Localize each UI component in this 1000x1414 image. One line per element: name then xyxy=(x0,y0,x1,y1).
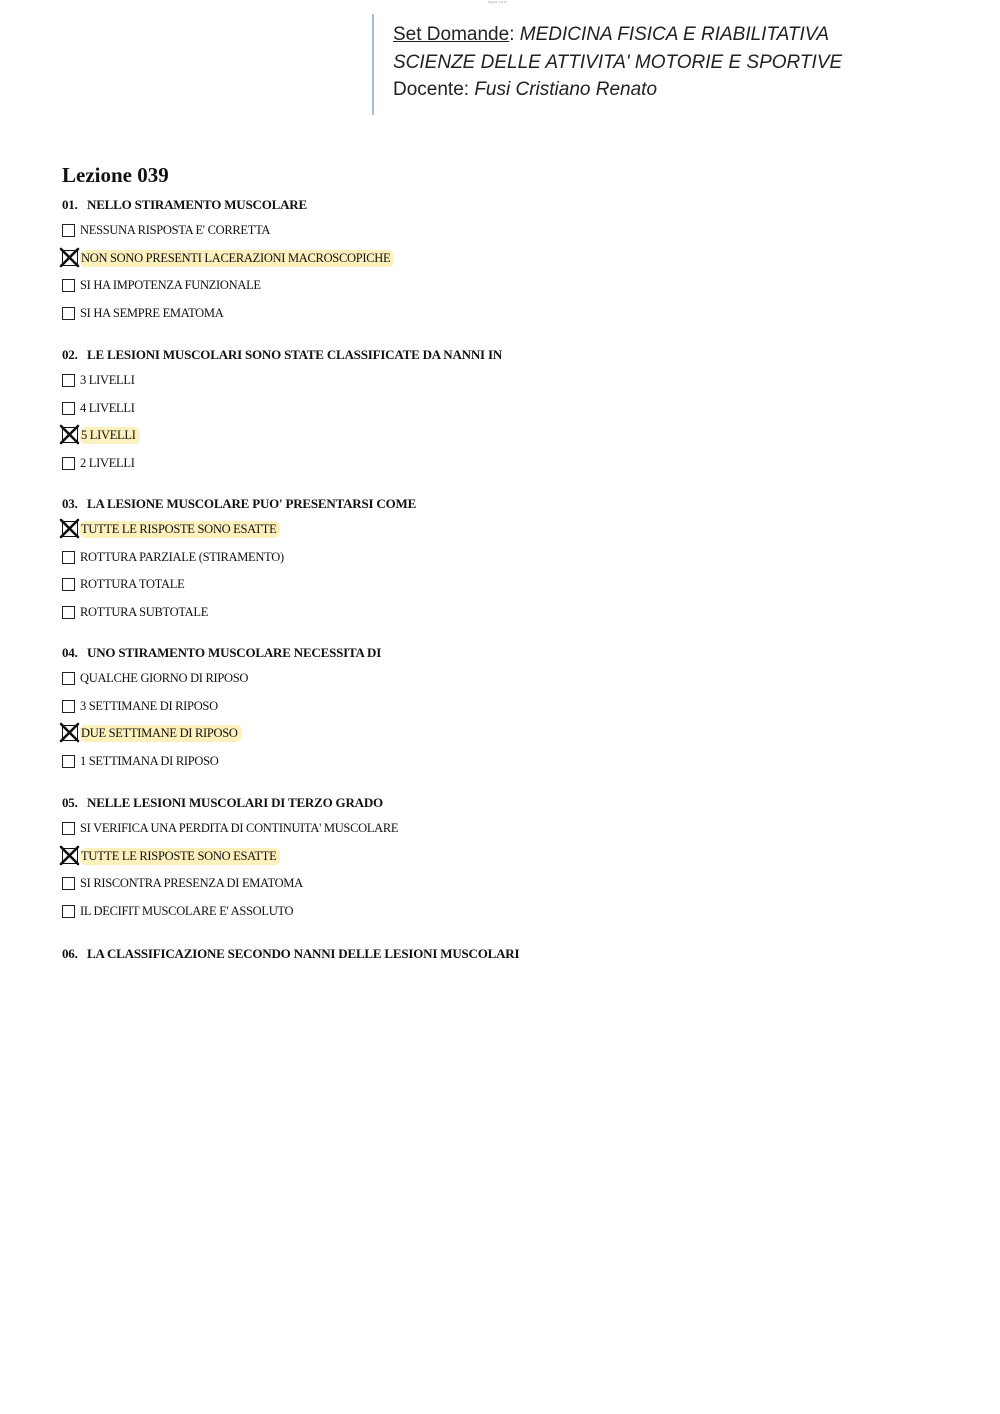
question-text: NELLE LESIONI MUSCOLARI DI TERZO GRADO xyxy=(87,795,383,810)
answer-option[interactable] xyxy=(62,549,284,565)
question-number: 04. xyxy=(62,645,78,660)
checkbox-icon[interactable] xyxy=(62,578,75,591)
checkbox-icon[interactable] xyxy=(62,374,75,387)
checkbox-icon[interactable] xyxy=(62,551,75,564)
question-title xyxy=(62,946,519,962)
answer-option[interactable] xyxy=(62,400,135,416)
answer-option-label: ROTTURA SUBTOTALE xyxy=(80,604,209,619)
checkbox-icon[interactable] xyxy=(62,402,75,415)
answer-option-label: QUALCHE GIORNO DI RIPOSO xyxy=(80,670,249,685)
answer-option[interactable] xyxy=(62,576,184,592)
answer-option-label-selected: DUE SETTIMANE DI RIPOSO xyxy=(80,725,242,742)
question-text: NELLO STIRAMENTO MUSCOLARE xyxy=(87,197,307,212)
cross-mark-icon xyxy=(59,722,80,743)
answer-option-label: 4 LIVELLI xyxy=(80,400,135,415)
question-number: 05. xyxy=(62,795,78,810)
teacher-line xyxy=(393,76,842,104)
answer-option[interactable] xyxy=(62,753,219,769)
question-text: LA LESIONE MUSCOLARE PUO' PRESENTARSI COME xyxy=(87,496,417,511)
answer-option[interactable] xyxy=(62,427,140,443)
checkbox-icon[interactable] xyxy=(62,755,75,768)
checkbox-checked-icon[interactable] xyxy=(62,848,78,864)
question-title xyxy=(62,197,307,213)
question-number: 02. xyxy=(62,347,78,362)
question-title xyxy=(62,496,416,512)
answer-option-label: ROTTURA TOTALE xyxy=(80,576,185,591)
question-text: LE LESIONI MUSCOLARI SONO STATE CLASSIFICATE DA NANNI IN xyxy=(87,347,503,362)
course-line-2 xyxy=(393,49,842,77)
answer-option-label: NESSUNA RISPOSTA E' CORRETTA xyxy=(80,222,271,237)
checkbox-icon[interactable] xyxy=(62,606,75,619)
checkbox-icon[interactable] xyxy=(62,672,75,685)
checkbox-icon[interactable] xyxy=(62,457,75,470)
answer-option[interactable] xyxy=(62,903,293,919)
checkbox-icon[interactable] xyxy=(62,905,75,918)
question-title xyxy=(62,347,502,363)
course-header xyxy=(372,14,842,115)
answer-option-label: SI HA SEMPRE EMATOMA xyxy=(80,305,224,320)
page-indicator: Pagina 1 di 10 xyxy=(488,0,508,4)
checkbox-checked-icon[interactable] xyxy=(62,250,78,266)
cross-mark-icon xyxy=(59,845,80,866)
answer-option-label: 3 SETTIMANE DI RIPOSO xyxy=(80,698,218,713)
answer-option-label: 1 SETTIMANA DI RIPOSO xyxy=(80,753,219,768)
checkbox-icon[interactable] xyxy=(62,224,75,237)
question-title xyxy=(62,795,383,811)
checkbox-icon[interactable] xyxy=(62,279,75,292)
answer-option-label-selected: TUTTE LE RISPOSTE SONO ESATTE xyxy=(80,521,280,538)
answer-option[interactable] xyxy=(62,820,398,836)
answer-option-label: 3 LIVELLI xyxy=(80,372,135,387)
checkbox-checked-icon[interactable] xyxy=(62,427,78,443)
answer-option-label: 2 LIVELLI xyxy=(80,455,135,470)
answer-option[interactable] xyxy=(62,670,248,686)
answer-option[interactable] xyxy=(62,698,218,714)
question-number: 03. xyxy=(62,496,78,511)
answer-option[interactable] xyxy=(62,848,280,864)
answer-option-label: SI HA IMPOTENZA FUNZIONALE xyxy=(80,277,261,292)
lesson-title: Lezione 039 xyxy=(62,163,169,187)
answer-option-label: ROTTURA PARZIALE (STIRAMENTO) xyxy=(80,549,284,564)
set-domande-label: Set Domande xyxy=(393,24,510,45)
answer-option[interactable] xyxy=(62,875,303,891)
checkbox-icon[interactable] xyxy=(62,822,75,835)
course-name-line-1: MEDICINA FISICA E RIABILITATIVA xyxy=(519,24,830,45)
checkbox-checked-icon[interactable] xyxy=(62,521,78,537)
cross-mark-icon xyxy=(59,424,80,445)
answer-option-label: SI VERIFICA UNA PERDITA DI CONTINUITA' MUSCOLARE xyxy=(80,820,399,835)
cross-mark-icon xyxy=(59,518,80,539)
docente-label: Docente: xyxy=(393,79,470,100)
question-number: 01. xyxy=(62,197,78,212)
course-name-line-2: SCIENZE DELLE ATTIVITA' MOTORIE E SPORTIVE xyxy=(393,51,843,73)
question-number: 06. xyxy=(62,946,78,961)
answer-option[interactable] xyxy=(62,521,280,537)
checkbox-checked-icon[interactable] xyxy=(62,725,78,741)
question-text: LA CLASSIFICAZIONE SECONDO NANNI DELLE LESIONI MUSCOLARI xyxy=(87,946,520,961)
cross-mark-icon xyxy=(59,247,80,268)
checkbox-icon[interactable] xyxy=(62,877,75,890)
answer-option[interactable] xyxy=(62,725,242,741)
checkbox-icon[interactable] xyxy=(62,700,75,713)
answer-option[interactable] xyxy=(62,372,135,388)
answer-option[interactable] xyxy=(62,250,394,266)
answer-option[interactable] xyxy=(62,277,261,293)
answer-option-label-selected: TUTTE LE RISPOSTE SONO ESATTE xyxy=(80,848,280,865)
answer-option[interactable] xyxy=(62,455,135,471)
answer-option-label: IL DECIFIT MUSCOLARE E' ASSOLUTO xyxy=(80,903,294,918)
answer-option[interactable] xyxy=(62,305,223,321)
question-text: UNO STIRAMENTO MUSCOLARE NECESSITA DI xyxy=(87,645,382,660)
checkbox-icon[interactable] xyxy=(62,307,75,320)
answer-option[interactable] xyxy=(62,604,208,620)
answer-option[interactable] xyxy=(62,222,270,238)
answer-option-label-selected: NON SONO PRESENTI LACERAZIONI MACROSCOPICHE xyxy=(80,250,394,267)
docente-name: Fusi Cristiano Renato xyxy=(474,79,658,100)
course-line-1: Set Domande: MEDICINA FISICA E RIABILITATIVA xyxy=(393,24,830,45)
question-title xyxy=(62,645,381,661)
answer-option-label: SI RISCONTRA PRESENZA DI EMATOMA xyxy=(80,875,303,890)
answer-option-label-selected: 5 LIVELLI xyxy=(80,427,140,444)
